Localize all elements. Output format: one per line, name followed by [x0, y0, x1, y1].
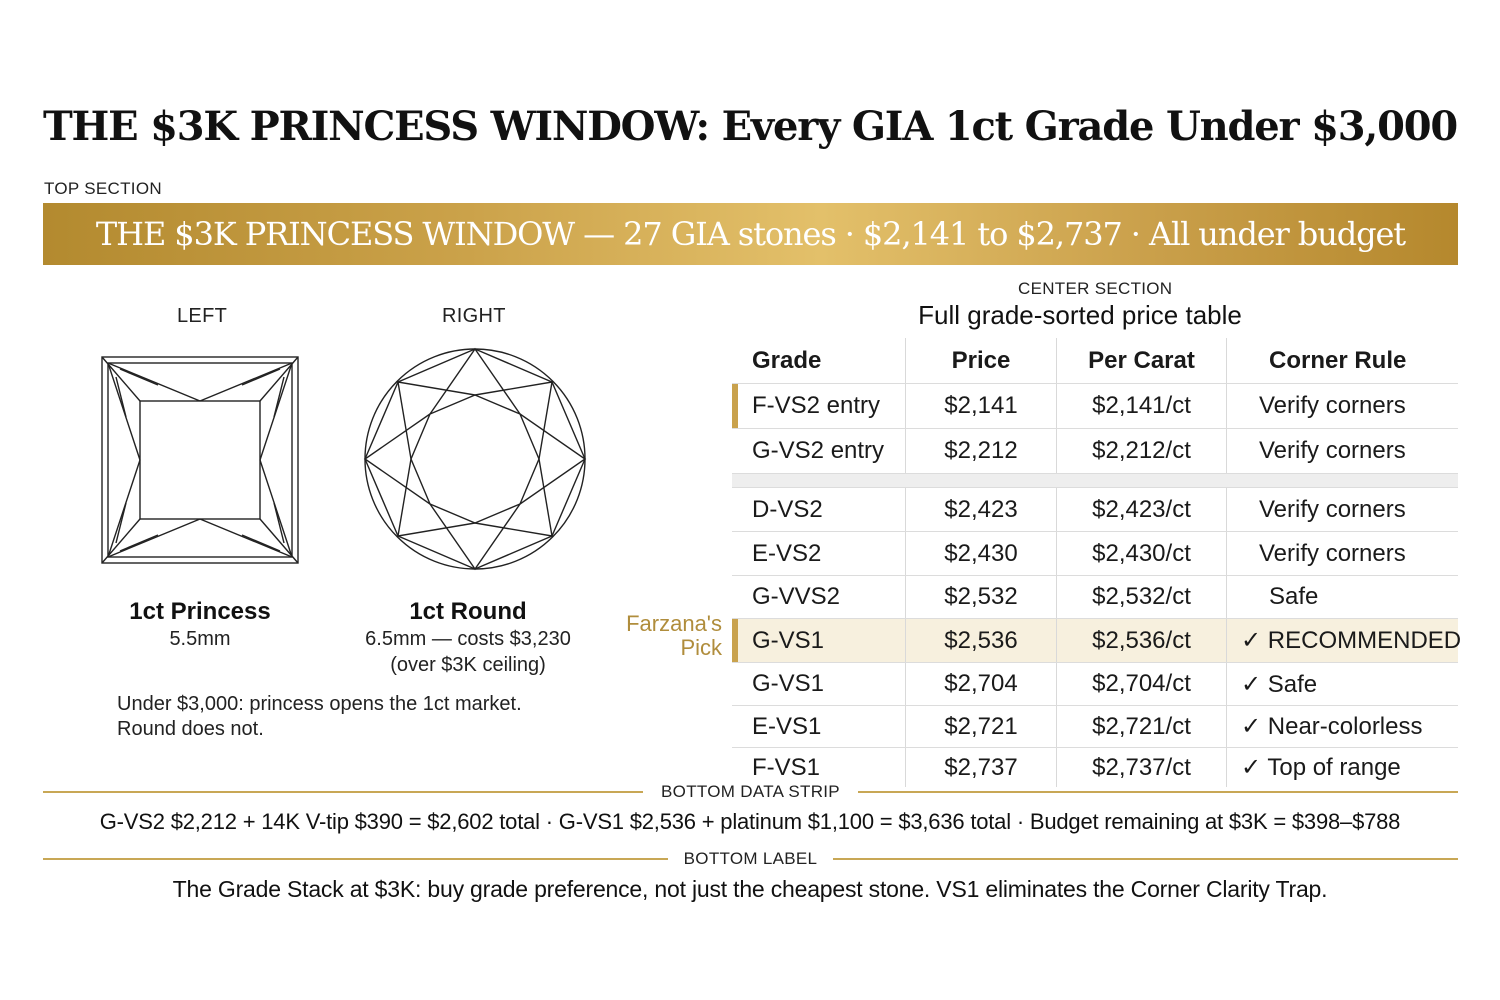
price-cell: $2,423	[905, 488, 1056, 531]
bottom-strip-label: BOTTOM DATA STRIP	[661, 782, 840, 801]
center-section-label: CENTER SECTION	[1018, 279, 1173, 298]
per-carat-cell: $2,423/ct	[1056, 488, 1226, 531]
price-cell: $2,737	[905, 748, 1056, 787]
table-group-separator	[732, 473, 1458, 487]
corner-rule-cell: Verify corners	[1226, 429, 1458, 473]
note-line-2: Round does not.	[117, 718, 264, 740]
per-carat-cell: $2,141/ct	[1056, 384, 1226, 428]
corner-rule-cell: Safe	[1226, 576, 1458, 618]
table-row	[732, 662, 1458, 705]
pick-line-2: Pick	[680, 635, 722, 661]
corner-rule-cell: Verify corners	[1226, 384, 1458, 428]
strip-divider-right	[858, 791, 1458, 793]
grade-cell: F-VS2 entry	[752, 392, 881, 419]
round-cut-diagram	[362, 346, 588, 577]
price-cell: $2,536	[905, 619, 1056, 662]
banner-text: THE $3K PRINCESS WINDOW — 27 GIA stones · $2,141 to $2,737 · All under budget	[95, 215, 1406, 253]
bottom-strip-text: G-VS2 $2,212 + 14K V-tip $390 = $2,602 total · G-VS1 $2,536 + platinum $1,100 = $3,636 total · Budget remaining at $3K = $398–$788	[99, 809, 1401, 834]
per-carat-cell: $2,737/ct	[1056, 748, 1226, 787]
per-carat-cell: $2,721/ct	[1056, 706, 1226, 747]
comparison-note	[117, 692, 522, 742]
table-row	[732, 575, 1458, 618]
grade-cell: F-VS1	[752, 753, 821, 781]
summary-banner	[43, 203, 1458, 265]
per-carat-cell: $2,430/ct	[1056, 532, 1226, 575]
pick-line-1: Farzana's	[626, 611, 722, 636]
table-row	[732, 428, 1458, 473]
princess-caption	[100, 598, 300, 652]
corner-rule-cell: ✓ RECOMMENDED	[1226, 619, 1458, 662]
table-row	[732, 747, 1458, 787]
corner-rule-cell: Verify corners	[1226, 488, 1458, 531]
right-label: RIGHT	[442, 305, 506, 327]
price-cell: $2,532	[905, 576, 1056, 618]
table-row	[732, 531, 1458, 575]
bottom-label-title: BOTTOM LABEL	[683, 849, 818, 868]
note-line-1: Under $3,000: princess opens the 1ct market.	[117, 693, 522, 715]
grade-cell: G-VVS2	[752, 583, 841, 610]
round-diamond-icon	[362, 346, 588, 572]
table-row	[732, 705, 1458, 747]
grade-cell: G-VS1	[752, 626, 825, 654]
princess-diamond-icon	[100, 355, 300, 565]
grade-cell: G-VS2 entry	[752, 437, 885, 464]
label-divider-left	[43, 858, 668, 860]
left-label: LEFT	[177, 305, 228, 327]
price-cell: $2,704	[905, 663, 1056, 705]
table-row	[732, 383, 1458, 428]
round-size-cost: 6.5mm — costs $3,230	[365, 628, 571, 650]
label-divider-right	[833, 858, 1458, 860]
table-row	[732, 487, 1458, 531]
princess-title: 1ct Princess	[129, 598, 271, 625]
per-carat-cell: $2,532/ct	[1056, 576, 1226, 618]
corner-rule-cell: Verify corners	[1226, 532, 1458, 575]
grade-cell: G-VS1	[752, 670, 825, 697]
price-cell: $2,212	[905, 429, 1056, 473]
header-per-carat: Per Carat	[1056, 338, 1226, 383]
price-cell: $2,430	[905, 532, 1056, 575]
table-header-row	[732, 338, 1458, 383]
grade-cell: D-VS2	[752, 495, 823, 523]
per-carat-cell: $2,536/ct	[1056, 619, 1226, 662]
round-over-ceiling: (over $3K ceiling)	[390, 654, 546, 676]
top-section-label: TOP SECTION	[44, 179, 162, 198]
corner-rule-cell: ✓ Near-colorless	[1226, 706, 1458, 747]
strip-divider-left	[43, 791, 643, 793]
header-grade: Grade	[752, 346, 822, 374]
recommended-row	[732, 618, 1462, 662]
round-title: 1ct Round	[409, 598, 527, 625]
grade-cell: E-VS1	[752, 712, 822, 740]
farzanas-pick-label	[600, 612, 722, 660]
corner-rule-cell: ✓ Safe	[1226, 663, 1458, 705]
header-corner-rule: Corner Rule	[1226, 338, 1458, 383]
bottom-label-text: The Grade Stack at $3K: buy grade preference, not just the cheapest stone. VS1 eliminates the Corner Clarity Trap.	[172, 876, 1328, 902]
price-cell: $2,721	[905, 706, 1056, 747]
header-price: Price	[905, 338, 1056, 383]
grade-cell: E-VS2	[752, 539, 822, 567]
round-caption	[340, 598, 596, 678]
per-carat-cell: $2,704/ct	[1056, 663, 1226, 705]
table-title: Full grade-sorted price table	[918, 300, 1242, 330]
per-carat-cell: $2,212/ct	[1056, 429, 1226, 473]
price-table	[732, 338, 1462, 787]
price-cell: $2,141	[905, 384, 1056, 428]
page-title: THE $3K PRINCESS WINDOW: Every GIA 1ct Grade Under $3,000	[42, 103, 1458, 150]
princess-size: 5.5mm	[169, 628, 231, 650]
corner-rule-cell: ✓ Top of range	[1226, 748, 1458, 787]
princess-cut-diagram	[100, 355, 300, 570]
